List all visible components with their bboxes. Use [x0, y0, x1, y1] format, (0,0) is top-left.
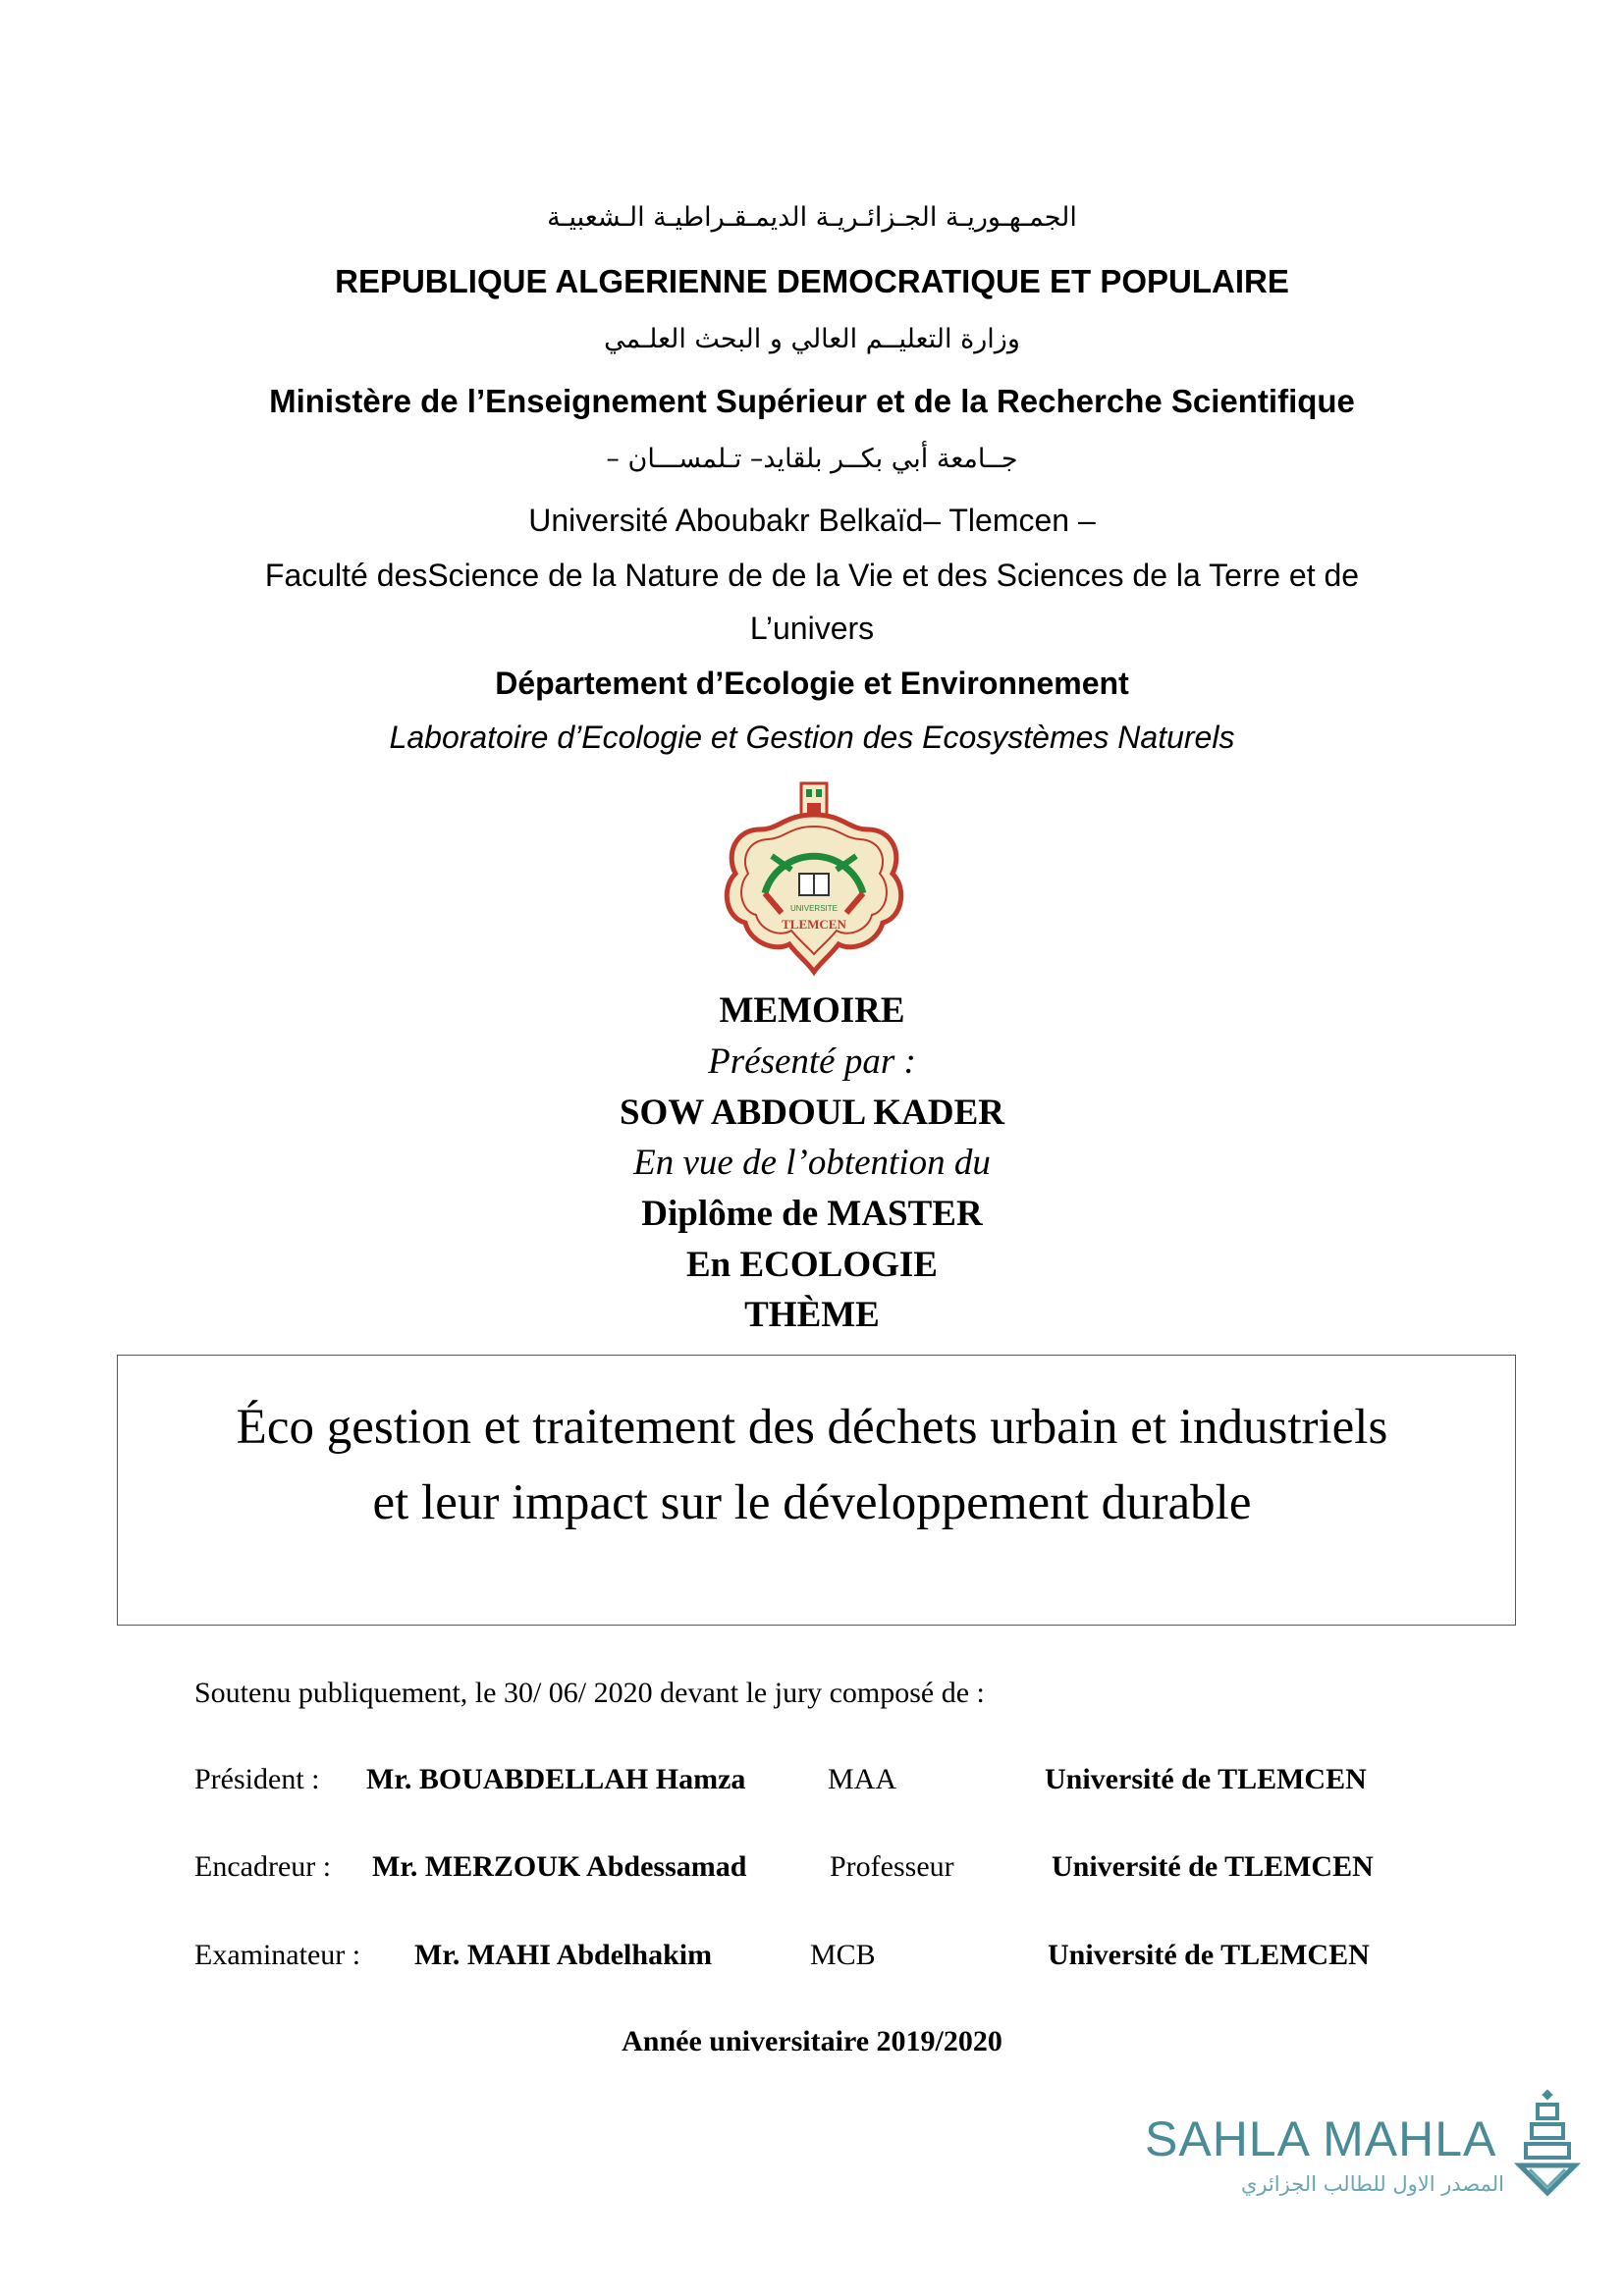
memoire-title: MEMOIRE: [719, 990, 905, 1031]
jury-name-encadreur: Mr. MERZOUK Abdessamad: [372, 1850, 747, 1883]
department-name: Département d’Ecologie et Environnement: [495, 666, 1129, 701]
arabic-university-heading: جــامعة أبي بكــر بلقايد– تـلمســـان –: [606, 444, 1018, 474]
ministry-heading: Ministère de l’Enseignement Supérieur et de la Recherche Scientifique: [269, 383, 1355, 419]
thesis-title-line-2: et leur impact sur le développement durable: [372, 1475, 1252, 1530]
emblem-text-top: UNIVERSITE: [789, 904, 839, 913]
jury-role-encadreur: Encadreur :: [194, 1850, 332, 1883]
in-view-of: En vue de l’obtention du: [633, 1143, 991, 1183]
academic-year: Année universitaire 2019/2020: [622, 2025, 1002, 2057]
jury-grade-president: MAA: [828, 1763, 897, 1795]
jury-grade-encadreur: Professeur: [830, 1850, 954, 1883]
jury-institution-examinateur: Université de TLEMCEN: [1048, 1939, 1370, 1971]
author-name: SOW ABDOUL KADER: [619, 1093, 1005, 1133]
theme-label: THÈME: [744, 1295, 880, 1335]
jury-name-president: Mr. BOUABDELLAH Hamza: [366, 1763, 746, 1795]
jury-grade-examinateur: MCB: [810, 1939, 876, 1971]
jury-name-examinateur: Mr. MAHI Abdelhakim: [414, 1939, 713, 1971]
jury-role-president: Président :: [194, 1763, 320, 1795]
presented-by: Présenté par :: [708, 1041, 916, 1082]
diploma: Diplôme de MASTER: [641, 1194, 983, 1234]
faculty-line-2: L’univers: [749, 611, 875, 646]
faculty-line-1: Faculté desScience de la Nature de de la Vie et des Sciences de la Terre et de: [264, 558, 1360, 593]
republic-heading: REPUBLIQUE ALGERIENNE DEMOCRATIQUE ET POPULAIRE: [335, 263, 1289, 299]
watermark-brand: SAHLA MAHLA: [1145, 2111, 1497, 2166]
arabic-ministry-heading: وزارة التعليــم العالي و البحث العلـمي: [604, 324, 1020, 354]
jury-intro: Soutenu publiquement, le 30/ 06/ 2020 devant le jury composé de :: [194, 1677, 985, 1709]
arabic-republic-heading: الجمـهـوريـة الجـزائـريـة الديمـقـراطيـة الـشعبيـة: [547, 202, 1077, 233]
jury-institution-president: Université de TLEMCEN: [1045, 1763, 1367, 1795]
watermark-tagline: المصدر الاول للطالب الجزائري: [1240, 2172, 1504, 2196]
jury-institution-encadreur: Université de TLEMCEN: [1052, 1850, 1374, 1883]
jury-role-examinateur: Examinateur :: [194, 1939, 361, 1971]
university-emblem-icon: [711, 775, 917, 982]
sahla-mahla-logo-icon: [1500, 2089, 1598, 2207]
laboratory-name: Laboratoire d’Ecologie et Gestion des Ecosystèmes Naturels: [389, 720, 1235, 755]
thesis-title-line-1: Éco gestion et traitement des déchets urbain et industriels: [236, 1400, 1388, 1455]
university-name: Université Aboubakr Belkaïd– Tlemcen –: [528, 503, 1096, 538]
emblem-text-bottom: TLEMCEN: [782, 917, 846, 932]
field: En ECOLOGIE: [685, 1245, 938, 1285]
